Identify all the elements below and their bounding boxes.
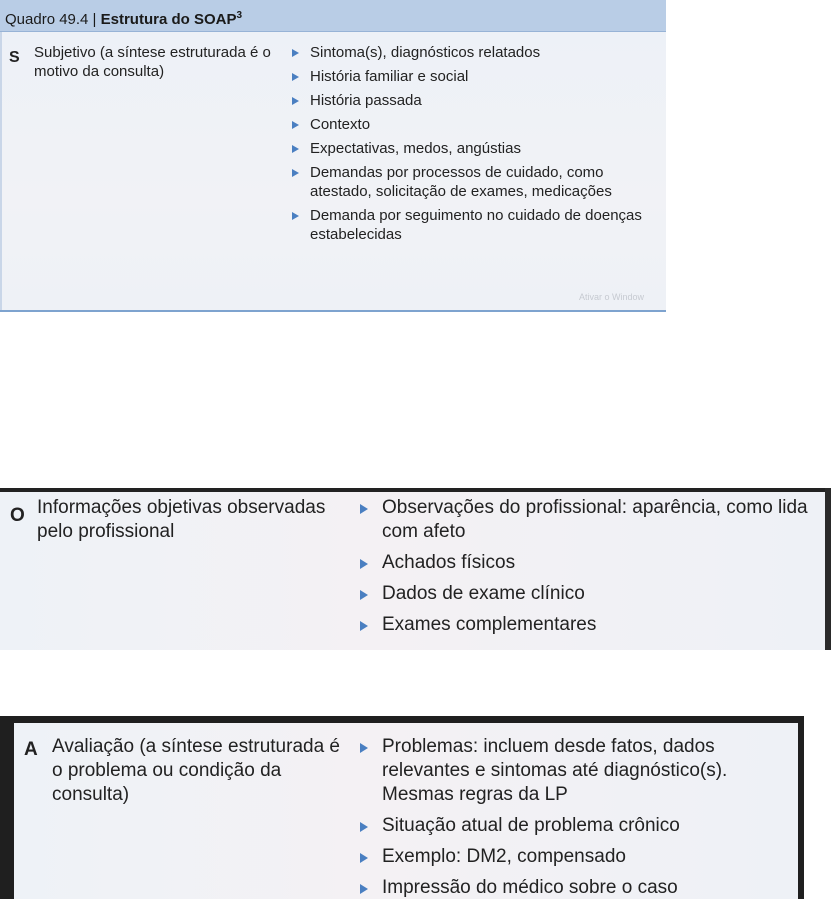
list-item (292, 163, 662, 201)
list-item (292, 43, 662, 62)
triangle-right-icon (292, 212, 299, 220)
list-item-text: História passada (310, 92, 422, 109)
caption-number: Quadro 49.4 | (5, 11, 101, 28)
triangle-right-icon (292, 97, 299, 105)
list-item (292, 115, 662, 134)
list-item-text: Impressão do médico sobre o caso (382, 877, 678, 898)
frame-right-border (825, 488, 831, 650)
triangle-right-icon (360, 822, 368, 832)
soap-table-a-section (0, 716, 804, 899)
list-item (360, 845, 800, 869)
list-item-text: Achados físicos (382, 552, 516, 573)
list-item (360, 551, 820, 575)
triangle-right-icon (360, 590, 368, 600)
frame-top-border (0, 488, 831, 492)
triangle-right-icon (292, 49, 299, 57)
triangle-right-icon (360, 559, 368, 569)
row-letter-s: S (9, 49, 20, 66)
list-item (360, 735, 800, 807)
caption-footnote-ref: 3 (236, 10, 243, 21)
row-subject-o: Informações objetivas observadas pelo profissional (37, 497, 326, 542)
list-item-text: Sintoma(s), diagnósticos relatados (310, 44, 541, 61)
triangle-right-icon (360, 884, 368, 894)
soap-table-o-section (0, 488, 831, 650)
list-item-text: Dados de exame clínico (382, 583, 585, 604)
row-subject-s: Subjetivo (a síntese estruturada é o motivo da consulta) (34, 44, 271, 80)
list-item-text: Expectativas, medos, angústias (310, 140, 521, 157)
triangle-right-icon (360, 743, 368, 753)
left-rule (0, 32, 2, 312)
list-item-text: História familiar e social (310, 68, 469, 85)
row-letter-a: A (24, 739, 38, 760)
list-item-text: Situação atual de problema crônico (382, 815, 680, 836)
soap-table-s-section (0, 0, 666, 318)
list-item-text: Exames complementares (382, 614, 597, 635)
caption-title: Estrutura do SOAP (100, 11, 237, 28)
table-caption (0, 0, 666, 32)
bottom-divider (0, 310, 666, 312)
frame-left-border (0, 716, 14, 899)
list-item-text: Demandas por processos de cuidado, como atestado, solicitação de exames, medicações (310, 164, 612, 200)
activation-watermark: Ativar o Window (579, 292, 645, 302)
s-item-list (292, 43, 662, 249)
list-item (292, 139, 662, 158)
triangle-right-icon (292, 73, 299, 81)
list-item-text: Observações do profissional: aparência, como lida com afeto (382, 497, 808, 542)
list-item-text: Demanda por seguimento no cuidado de doenças estabelecidas (310, 207, 642, 243)
list-item (292, 206, 662, 244)
list-item (360, 582, 820, 606)
triangle-right-icon (292, 169, 299, 177)
list-item (292, 67, 662, 86)
list-item (360, 613, 820, 637)
list-item (292, 91, 662, 110)
list-item-text: Exemplo: DM2, compensado (382, 846, 626, 867)
list-item-text: Contexto (310, 116, 371, 133)
frame-top-border (0, 716, 804, 723)
o-item-list (360, 496, 820, 644)
row-subject-a: Avaliação (a síntese estruturada é o problema ou condição da consulta) (52, 736, 340, 805)
list-item (360, 496, 820, 544)
a-item-list (360, 735, 800, 907)
triangle-right-icon (360, 853, 368, 863)
list-item (360, 814, 800, 838)
triangle-right-icon (360, 621, 368, 631)
triangle-right-icon (292, 121, 299, 129)
list-item (360, 876, 800, 900)
triangle-right-icon (292, 145, 299, 153)
triangle-right-icon (360, 504, 368, 514)
list-item-text: Problemas: incluem desde fatos, dados relevantes e sintomas até diagnóstico(s). Mesmas regras da LP (382, 736, 728, 805)
row-letter-o: O (10, 505, 25, 526)
